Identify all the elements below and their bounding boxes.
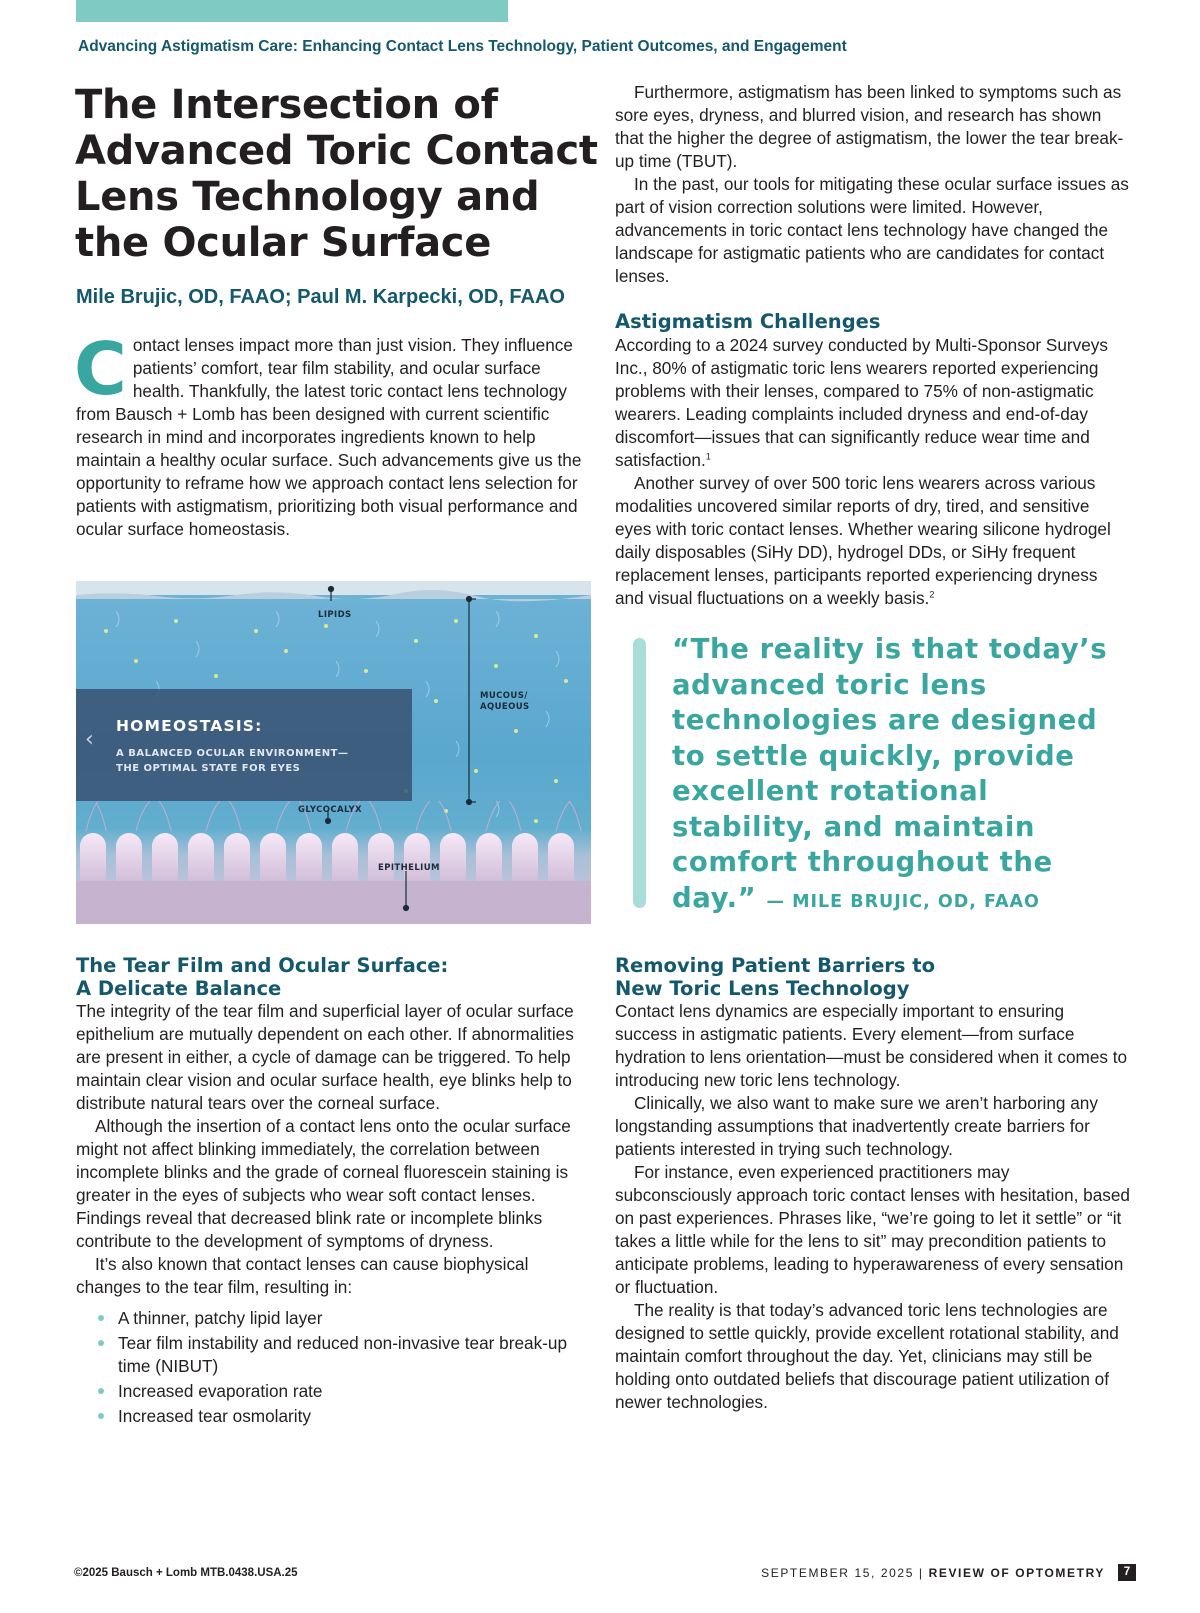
list-item: A thinner, patchy lipid layer (98, 1307, 596, 1330)
paragraph: Furthermore, astigmatism has been linked to symptoms such as sore eyes, dryness, and blurred vision, and research has shown that the higher the degree of astigmatism, the lower the tear break-up time (TBUT). (615, 82, 1124, 171)
section-heading-tear-film: The Tear Film and Ocular Surface: A Delicate Balance (76, 954, 449, 1000)
list-item: Increased evaporation rate (98, 1380, 596, 1403)
label-lipids: LIPIDS (318, 610, 352, 620)
section-body-tear-film (76, 1000, 596, 1430)
footer-copyright: ©2025 Bausch + Lomb MTB.0438.USA.25 (74, 1567, 298, 1579)
homeostasis-title: HOMEOSTASIS: (116, 717, 263, 735)
page-number: 7 (1118, 1564, 1136, 1581)
section-body-barriers (615, 1000, 1130, 1414)
homeostasis-subtitle: A BALANCED OCULAR ENVIRONMENT— THE OPTIMAL STATE FOR EYES (116, 748, 349, 774)
label-epithelium: EPITHELIUM (378, 863, 440, 873)
top-accent-bar (76, 0, 508, 22)
lead-text: ontact lenses impact more than just vision. They influence patients’ comfort, tear film stability, and ocular surface health. Thankfully, the latest toric contact lens technology from Bausch + Lomb has been designed with current scientific research in mind and incorporates ingredients known to help maintain a healthy ocular surface. Such advancements give us the opportunity to reframe how we approach contact lens selection for patients with astigmatism, prioritizing both visual performance and ocular surface homeostasis. (76, 335, 582, 539)
footer-publication: REVIEW OF OPTOMETRY (928, 1566, 1105, 1580)
paragraph: For instance, even experienced practitioners may subconsciously approach toric contact lenses with hesitation, based on past experiences. Phrases like, “we’re going to let it settle” or “it takes a little while for the lens to sit” may precondition patients to anticipate problems, leading to hyperawareness of every sensation or fluctuation. (615, 1162, 1130, 1297)
paragraph: The reality is that today’s advanced toric lens technologies are designed to settle quickly, provide excellent rotational stability, and maintain comfort throughout the day. Yet, clinicians may still be holding onto outdated beliefs that discourage patient utilization of newer technologies. (615, 1300, 1119, 1412)
article-authors: Mile Brujic, OD, FAAO; Paul M. Karpecki, OD, FAAO (76, 286, 565, 308)
pull-quote-bar (633, 638, 646, 908)
right-intro-text (615, 81, 1130, 288)
pull-quote-attribution: — MILE BRUJIC, OD, FAAO (766, 891, 1040, 912)
section-body-challenges (615, 334, 1130, 610)
footnote-ref: 1 (705, 451, 711, 462)
paragraph: In the past, our tools for mitigating these ocular surface issues as part of vision correction solutions were limited. However, advancements in toric contact lens technology have changed the landscape for astigmatic patients who are candidates for contact lenses. (615, 174, 1129, 286)
paragraph: According to a 2024 survey conducted by Multi-Sponsor Surveys Inc., 80% of astigmatic toric lens wearers reported experiencing problems with their lenses, compared to 75% of non-astigmatic wearers. Leading complaints included dryness and end-of-day discomfort—issues that can significantly reduce wear time and satisfaction.$^1$ (615, 335, 1108, 470)
label-mucous-aqueous: MUCOUS/ AQUEOUS (480, 691, 530, 712)
lead-paragraph (74, 327, 591, 541)
section-heading-barriers: Removing Patient Barriers to New Toric Lens Technology (615, 954, 936, 1000)
homeostasis-panel (76, 689, 412, 801)
paragraph: Although the insertion of a contact lens onto the ocular surface might not affect blinking immediately, the correlation between incomplete blinks and the grade of corneal fluorescein staining is greater in the eyes of subjects who wear soft contact lenses. Findings reveal that decreased blink rate or incomplete blinks contribute to the development of symptoms of dryness. (76, 1116, 571, 1251)
running-head: Advancing Astigmatism Care: Enhancing Contact Lens Technology, Patient Outcomes, and Engagement (78, 38, 847, 55)
section-heading-challenges: Astigmatism Challenges (615, 310, 881, 333)
footer-publication-line (660, 1566, 1105, 1580)
bullet-dot-icon (98, 1388, 104, 1394)
list-item: Increased tear osmolarity (98, 1405, 596, 1428)
bullet-dot-icon (98, 1315, 104, 1321)
paragraph: Contact lens dynamics are especially important to ensuring success in astigmatic patients. Every element—from surface hydration to lens orientation—must be considered when it comes to introducing new toric lens technology. (615, 1001, 1128, 1090)
pull-quote (672, 632, 1127, 920)
homeostasis-figure (76, 581, 591, 924)
bullet-dot-icon (98, 1413, 104, 1419)
paragraph: The integrity of the tear film and superficial layer of ocular surface epithelium are mutually dependent on each other. If abnormalities are present in either, a cycle of damage can be triggered. To help maintain clear vision and ocular surface health, eye blinks help to distribute natural tears over the corneal surface. (76, 1001, 574, 1113)
paragraph: Another survey of over 500 toric lens wearers across various modalities uncovered similar reports of dry, tired, and sensitive eyes with toric contact lenses. Whether wearing silicone hydrogel daily disposables (SiHy DD), hydrogel DDs, or SiHy frequent replacement lenses, participants reported experiencing dryness and visual fluctuations on a weekly basis.$^2$ (615, 473, 1111, 608)
footnote-ref: 2 (929, 589, 935, 600)
chevron-left-icon: ‹ (85, 727, 94, 752)
article-title: The Intersection of Advanced Toric Contact Lens Technology and the Ocular Surface (75, 82, 598, 266)
paragraph: Clinically, we also want to make sure we aren’t harboring any longstanding assumptions that inadvertently create barriers for patients interested in trying such technology. (615, 1093, 1098, 1159)
label-glycocalyx: GLYCOCALYX (298, 805, 363, 815)
paragraph: It’s also known that contact lenses can cause biophysical changes to the tear film, resulting in: (76, 1254, 529, 1297)
footer-date: SEPTEMBER 15, 2025 (761, 1566, 914, 1580)
footer-separator: | (913, 1566, 929, 1580)
effects-list (76, 1307, 596, 1428)
pull-quote-text: “The reality is that today’s advanced toric lens technologies are designed to settle quickly, provide excellent rotational stability, and maintain comfort throughout the day.” (672, 633, 1108, 914)
bullet-dot-icon (98, 1340, 104, 1346)
list-item: Tear film instability and reduced non-invasive tear break-up time (NIBUT) (98, 1332, 596, 1378)
drop-cap: C (74, 327, 127, 411)
